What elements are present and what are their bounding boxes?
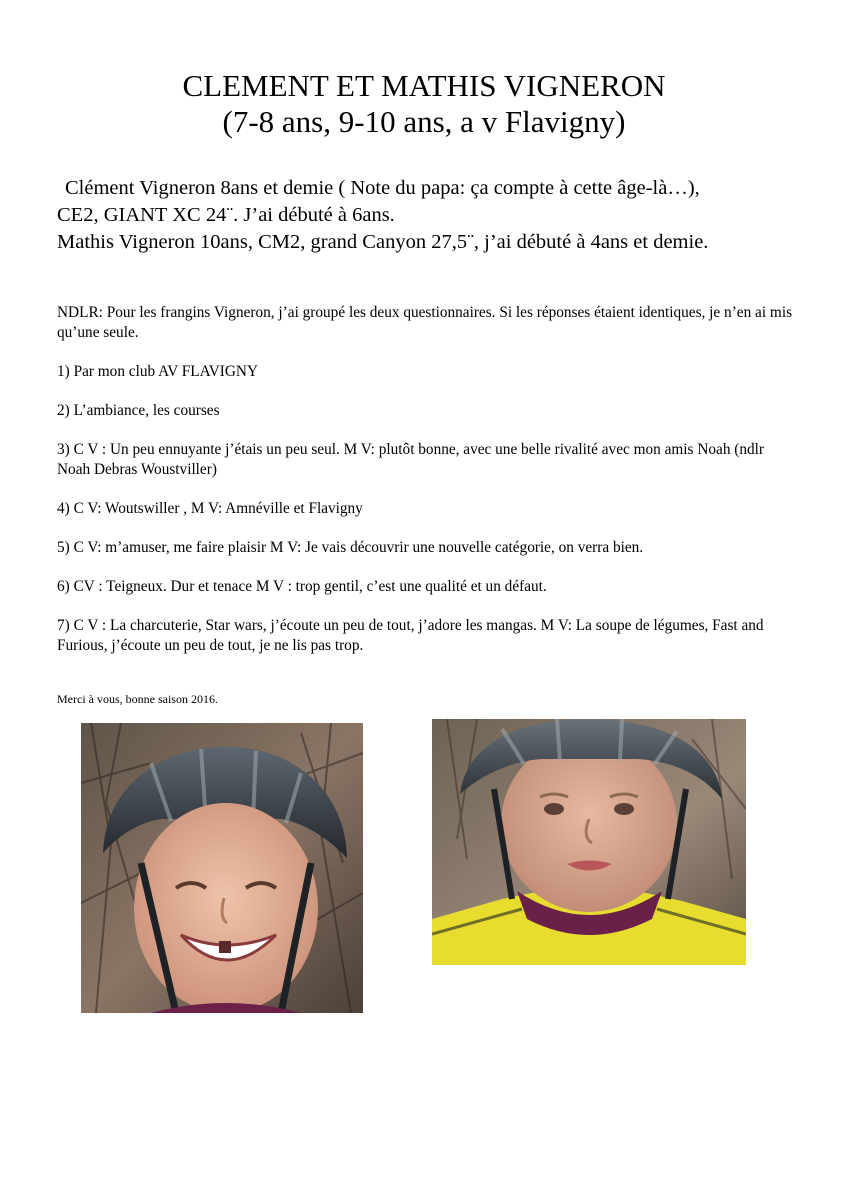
answer-5: 5) C V: m’amuser, me faire plaisir M V: Je vais découvrir une nouvelle catégorie, on verra bien. xyxy=(57,539,644,556)
intro-block xyxy=(57,175,817,256)
editor-note: NDLR: Pour les frangins Vigneron, j’ai groupé les deux questionnaires. Si les réponses étaient identiques, je n’en ai mis qu’une seule. xyxy=(57,304,793,341)
title-line-2: (7-8 ans, 9-10 ans, a v Flavigny) xyxy=(222,104,626,139)
intro-line-1: Clément Vigneron 8ans et demie ( Note du papa: ça compte à cette âge-là…), xyxy=(65,177,700,199)
answer-3: 3) C V : Un peu ennuyante j’étais un peu seul. M V: plutôt bonne, avec une belle rivalité avec mon amis Noah (ndlr Noah Debras Woustviller) xyxy=(57,441,765,478)
answer-2: 2) L’ambiance, les courses xyxy=(57,402,220,419)
questionnaire-answers xyxy=(57,303,797,675)
answer-4: 4) C V: Woutswiller , M V: Amnéville et Flavigny xyxy=(57,500,363,517)
title-line-1: CLEMENT ET MATHIS VIGNERON xyxy=(182,68,666,103)
answer-6: 6) CV : Teigneux. Dur et tenace M V : trop gentil, c’est une qualité et un défaut. xyxy=(57,578,547,595)
intro-line-2: CE2, GIANT XC 24¨. J’ai débuté à 6ans. xyxy=(57,204,395,226)
portrait-smiling-boy xyxy=(81,723,363,1013)
photo-mathis xyxy=(432,719,746,965)
answer-7: 7) C V : La charcuterie, Star wars, j’écoute un peu de tout, j’adore les mangas. M V: La soupe de légumes, Fast and Furious, j’écoute un peu de tout, je ne lis pas trop. xyxy=(57,617,764,654)
answer-1: 1) Par mon club AV FLAVIGNY xyxy=(57,363,258,380)
page-title xyxy=(0,68,848,140)
intro-line-3: Mathis Vigneron 10ans, CM2, grand Canyon 27,5¨, j’ai débuté à 4ans et demie. xyxy=(57,231,709,253)
portrait-boy-yellow-jersey xyxy=(432,719,746,965)
photo-clement xyxy=(81,723,363,1013)
closing-note: Merci à vous, bonne saison 2016. xyxy=(57,692,218,706)
